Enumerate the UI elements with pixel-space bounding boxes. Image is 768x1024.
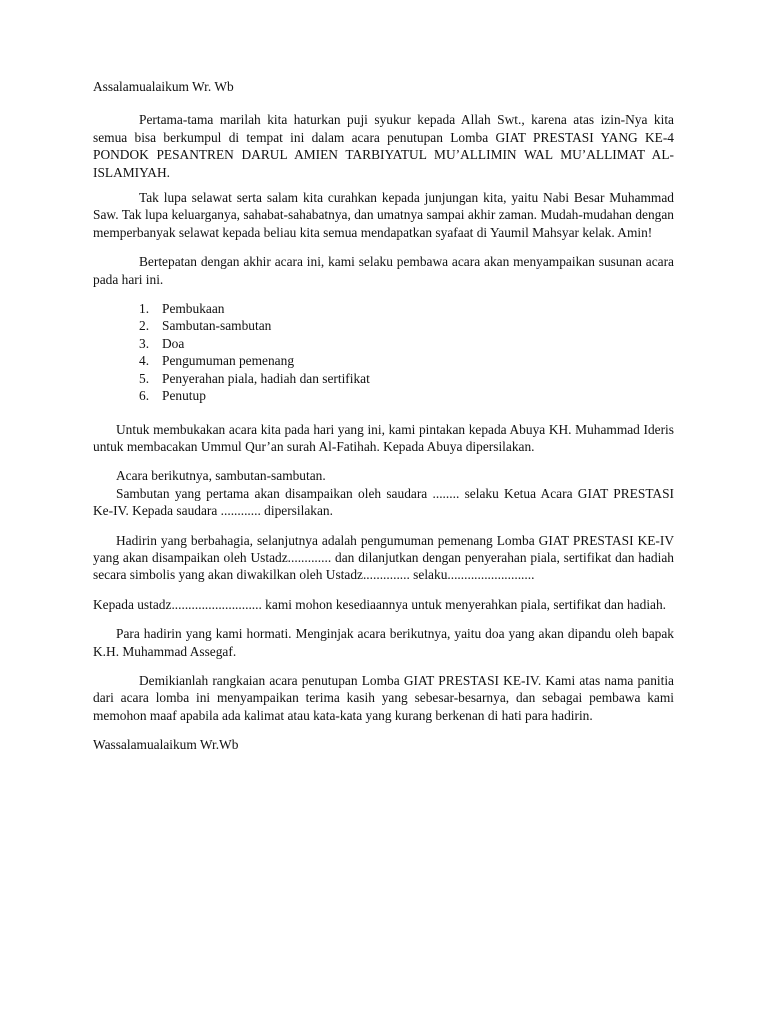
paragraph-next-sambutan: Acara berikutnya, sambutan-sambutan.	[116, 468, 326, 484]
closing-greeting: Wassalamualaikum Wr.Wb	[93, 737, 239, 753]
opening-greeting: Assalamualaikum Wr. Wb	[93, 79, 234, 94]
agenda-item-number: 5.	[139, 370, 150, 386]
paragraph-agenda-intro: Bertepatan dengan akhir acara ini, kami selaku pembawa acara akan menyampaikan susunan acara pada hari ini.	[93, 254, 674, 287]
agenda-item	[93, 387, 674, 404]
agenda-item-number: 2.	[139, 318, 150, 334]
agenda-item-number: 1.	[139, 301, 150, 317]
agenda-item-label: Penyerahan piala, hadiah dan sertifikat	[162, 370, 370, 386]
paragraph-closing: Demikianlah rangkaian acara penutupan Lomba GIAT PRESTASI KE-IV. Kami atas nama panitia dari acara lomba ini menyampaikan terima kasih yang sebesar-besarnya, dan sebagai pembawa kami memohon maaf apabila ada kalimat atau kata-kata yang kurang berkenan di hati para hadirin.	[93, 672, 674, 723]
paragraph-winner-announcement: Hadirin yang berbahagia, selanjutnya adalah pengumuman pemenang Lomba GIAT PRESTASI KE-IV yang akan disampaikan oleh Ustadz............. dan dilanjutkan dengan penyerahan piala, sertifikat dan hadiah secara simbolis yang akan diwakilkan oleh Ustadz.............. selaku..........................	[93, 532, 674, 583]
agenda-item-number: 3.	[139, 335, 150, 351]
paragraph-trophy-handover: Kepada ustadz........................... kami mohon kesediaannya untuk menyerahkan piala, sertifikat dan hadiah.	[93, 596, 667, 612]
agenda-item	[93, 300, 674, 317]
agenda-item-number: 4.	[139, 353, 150, 369]
paragraph-fatihah: Untuk membukakan acara kita pada hari yang ini, kami pintakan kepada Abuya KH. Muhammad Ideris untuk membacakan Ummul Qur’an surah Al-Fatihah. Kepada Abuya dipersilakan.	[93, 421, 674, 454]
agenda-item-label: Sambutan-sambutan	[162, 318, 272, 334]
agenda-item-label: Pembukaan	[162, 301, 225, 317]
paragraph-prayer: Para hadirin yang kami hormati. Menginjak acara berikutnya, yaitu doa yang akan dipandu oleh bapak K.H. Muhammad Assegaf.	[93, 626, 674, 659]
paragraph-opening-praise: Pertama-tama marilah kita haturkan puji syukur kepada Allah Swt., karena atas izin-Nya kita semua bisa berkumpul di tempat ini dalam acara penutupan Lomba GIAT PRESTASI YANG KE-4 PONDOK PESANTREN DARUL AMIEN TARBIYATUL MU’ALLIMIN WAL MU’ALLIMAT AL-ISLAMIYAH.	[93, 112, 674, 180]
agenda-list	[93, 300, 674, 404]
agenda-item	[93, 352, 674, 369]
agenda-item-label: Pengumuman pemenang	[162, 353, 295, 369]
paragraph-selawat: Tak lupa selawat serta salam kita curahkan kepada junjungan kita, yaitu Nabi Besar Muhammad Saw. Tak lupa keluarganya, sahabat-sahabatnya, dan umatnya sampai akhir zaman. Mudah-mudahan dengan memperbanyak selawat kepada beliau kita semua mendapatkan syafaat di Yaumil Mahsyar kelak. Amin!	[93, 190, 674, 240]
agenda-item-label: Penutup	[162, 388, 206, 404]
paragraph-sambutan-first: Sambutan yang pertama akan disampaikan oleh saudara ........ selaku Ketua Acara GIAT PRESTASI Ke-IV. Kepada saudara ............ dipersilakan.	[93, 485, 674, 519]
agenda-item	[93, 317, 674, 334]
agenda-item-label: Doa	[162, 335, 185, 351]
agenda-item	[93, 370, 674, 387]
document-page	[93, 78, 674, 754]
agenda-item	[93, 335, 674, 352]
agenda-item-number: 6.	[139, 388, 150, 404]
